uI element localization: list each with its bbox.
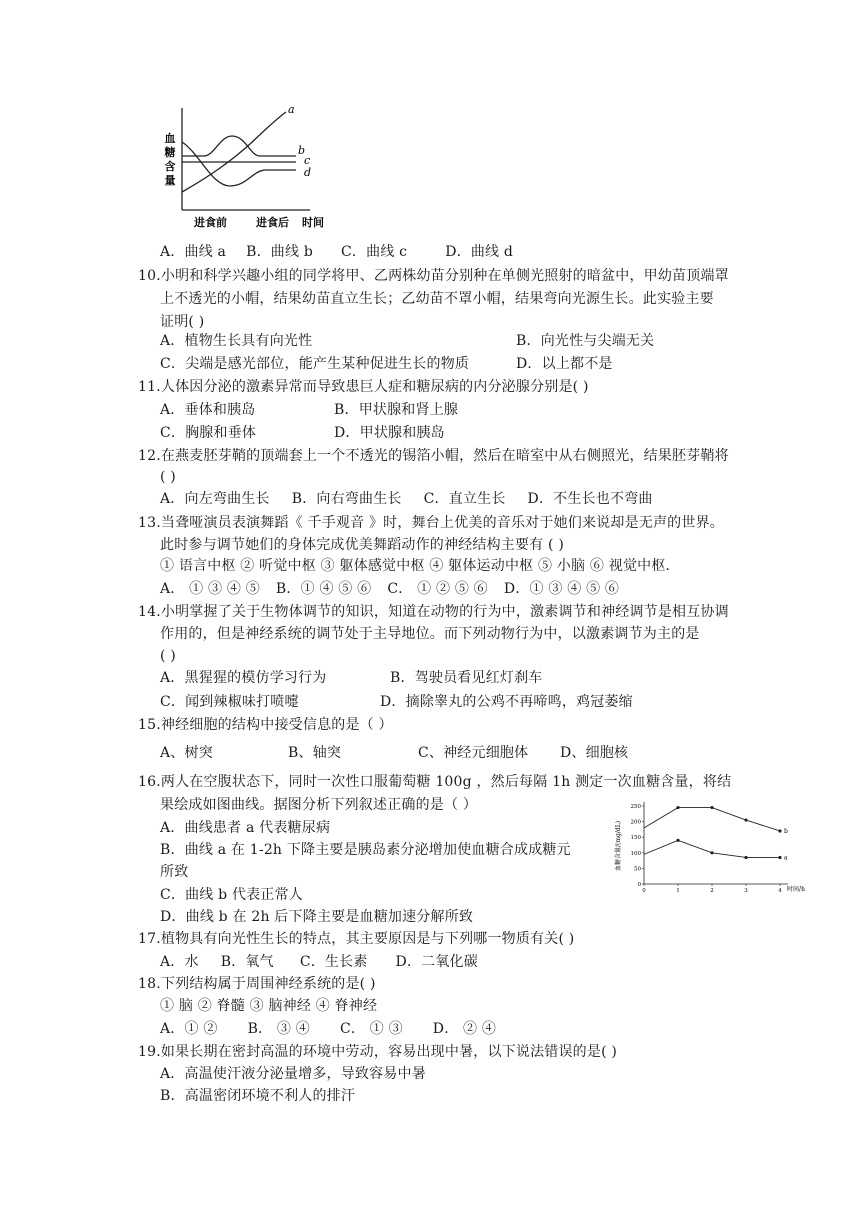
q17-option-d: D．二氧化碳 bbox=[395, 954, 478, 970]
q15-option-c: C、神经元细胞体 bbox=[418, 745, 529, 761]
fig1-ylabel-char: 含 bbox=[164, 160, 176, 173]
q11-option-b: B．甲状腺和肾上腺 bbox=[334, 402, 459, 418]
fig2-ytick-label: 0 bbox=[637, 882, 641, 888]
q9-option-a: A．曲线 a bbox=[160, 244, 227, 260]
q19-option-a: A．高温使汗液分泌量增多，导致容易中暑 bbox=[160, 1066, 426, 1082]
fig1-ylabel-char: 糖 bbox=[164, 146, 176, 159]
q12-option-d: D．不生长也不弯曲 bbox=[527, 491, 653, 507]
series-line-a bbox=[644, 840, 780, 857]
q9-options bbox=[160, 242, 513, 262]
fig1-ylabel-char: 量 bbox=[164, 174, 176, 187]
q18-option-b: B． ③ ④ bbox=[247, 1021, 310, 1037]
fig2-ytick-label: 200 bbox=[630, 819, 641, 826]
q17-stem: 17.植物具有向光性生长的特点，其主要原因是与下列哪一物质有关( ) bbox=[138, 931, 575, 947]
q11-option-d: D．甲状腺和胰岛 bbox=[334, 425, 445, 441]
q16-option-d: D．曲线 b 在 2h 后下降主要是血糖加速分解所致 bbox=[160, 909, 474, 925]
series-point-a bbox=[676, 839, 679, 842]
blood-sugar-curves-figure bbox=[160, 104, 335, 232]
fig2-xlabel: 时间/h bbox=[787, 886, 805, 893]
q15-option-a: A、树突 bbox=[160, 745, 213, 761]
q10-option-c: C．尖端是感光部位，能产生某种促进生长的物质 bbox=[160, 356, 470, 372]
fig2-xtick-label: 1 bbox=[676, 888, 680, 894]
series-point-b bbox=[676, 806, 679, 809]
q15-option-b: B、轴突 bbox=[288, 745, 342, 761]
q15-option-d: D、细胞核 bbox=[560, 745, 629, 761]
q18-option-c: C． ① ③ bbox=[339, 1021, 403, 1037]
q13-stem-line: 13.当聋哑演员表演舞蹈《 千手观音 》时，舞台上优美的音乐对于她们来说却是无声的世界。 bbox=[138, 515, 724, 531]
q13-items: ① 语言中枢 ② 听觉中枢 ③ 躯体感觉中枢 ④ 躯体运动中枢 ⑤ 小脑 ⑥ 视觉中枢． bbox=[160, 558, 680, 574]
q11-option-c: C．胸腺和垂体 bbox=[160, 425, 257, 441]
q12-stem-line: 12.在燕麦胚芽鞘的顶端套上一个不透光的锡箔小帽，然后在暗室中从右侧照光，结果胚芽鞘将 bbox=[138, 448, 729, 464]
series-point-a bbox=[710, 851, 713, 854]
q12-options bbox=[160, 489, 653, 509]
q14-option-a: A．黑猩猩的模仿学习行为 bbox=[160, 670, 327, 686]
q16-option-c: C．曲线 b 代表正常人 bbox=[160, 887, 303, 903]
q13-option-a: A． ① ③ ④ ⑤ bbox=[160, 581, 260, 597]
q19-option-b: B．高温密闭环境不利人的排汗 bbox=[160, 1088, 356, 1104]
series-line-b bbox=[644, 808, 780, 831]
fig1-x-time: 时间 bbox=[302, 216, 324, 229]
fig2-xtick-label: 4 bbox=[778, 888, 782, 894]
curve-d-label: d bbox=[304, 166, 312, 179]
q14-option-b: B．驾驶员看见红灯刹车 bbox=[390, 670, 543, 686]
q12-stem-line: ( ) bbox=[160, 469, 176, 485]
q17-option-a: A．水 bbox=[160, 954, 199, 970]
q13-option-b: B．① ④ ⑤ ⑥ bbox=[275, 581, 372, 597]
fig2-ytick-label: 100 bbox=[630, 850, 641, 857]
q16-option-b: B．曲线 a 在 1-2h 下降主要是胰岛素分泌增加使血糖合成成糖元 bbox=[160, 842, 571, 858]
fig2-ylabel: 血糖含量/(mg/dL) bbox=[615, 820, 622, 872]
q11-stem: 11.人体因分泌的激素异常而导致患巨人症和糖尿病的内分泌腺分别是( ) bbox=[138, 379, 589, 395]
q17-option-b: B．氧气 bbox=[220, 954, 274, 970]
q10-stem-line: 证明( ) bbox=[160, 314, 205, 330]
series-point-a bbox=[778, 856, 781, 859]
q13-stem-line: 此时参与调节她们的身体完成优美舞蹈动作的神经结构主要有 ( ) bbox=[160, 537, 565, 553]
q12-option-b: B．向右弯曲生长 bbox=[291, 491, 402, 507]
q15-stem: 15.神经细胞的结构中接受信息的是（ ） bbox=[138, 717, 393, 733]
series-point-b bbox=[778, 829, 781, 832]
fig2-xtick-label: 2 bbox=[710, 888, 714, 894]
fig2-xtick-label: 0 bbox=[642, 888, 646, 894]
q13-option-d: D．① ③ ④ ⑤ ⑥ bbox=[503, 581, 620, 597]
q10-option-a: A．植物生长具有向光性 bbox=[160, 333, 313, 349]
curve-a-label: a bbox=[288, 104, 295, 116]
fig2-ytick-label: 150 bbox=[630, 835, 641, 842]
q9-option-b: B．曲线 b bbox=[246, 244, 314, 260]
q9-option-c: C．曲线 c bbox=[341, 244, 408, 260]
curve-b-label: b bbox=[298, 144, 306, 157]
q10-option-b: B．向光性与尖端无关 bbox=[516, 333, 655, 349]
q10-option-d: D．以上都不是 bbox=[516, 356, 613, 372]
q12-option-c: C．直立生长 bbox=[423, 491, 506, 507]
q17-options bbox=[160, 952, 478, 972]
q18-options bbox=[160, 1019, 496, 1039]
q14-option-d: D．摘除睾丸的公鸡不再啼鸣，鸡冠萎缩 bbox=[380, 694, 633, 710]
series-point-b bbox=[744, 818, 747, 821]
curve-a bbox=[182, 112, 286, 192]
q12-option-a: A．向左弯曲生长 bbox=[160, 491, 270, 507]
q16-option-a: A．曲线患者 a 代表糖尿病 bbox=[160, 820, 331, 836]
glucose-chart bbox=[614, 798, 810, 894]
curve-c-label: c bbox=[304, 154, 311, 167]
q18-items: ① 脑 ② 脊髓 ③ 脑神经 ④ 脊神经 bbox=[160, 998, 378, 1014]
q16-option-b-cont: 所致 bbox=[160, 864, 189, 880]
fig2-ytick-label: 250 bbox=[630, 804, 641, 810]
q14-stem-line: 14.小明掌握了关于生物体调节的知识，知道在动物的行为中，激素调节和神经调节是相互协调 bbox=[138, 604, 729, 620]
q16-stem-line: 果绘成如图曲线。据图分析下列叙述正确的是（ ） bbox=[160, 797, 478, 813]
q9-option-d: D．曲线 d bbox=[445, 244, 514, 260]
q14-stem-line: 作用的，但是神经系统的调节处于主导地位。而下列动物行为中，以激素调节为主的是 bbox=[160, 626, 700, 642]
curve-d bbox=[182, 142, 296, 186]
series-point-a bbox=[744, 856, 747, 859]
q13-option-c: C． ① ② ⑤ ⑥ bbox=[387, 581, 488, 597]
q17-option-c: C．生长素 bbox=[299, 954, 368, 970]
q19-stem: 19.如果长期在密封高温的环境中劳动，容易出现中暑，以下说法错误的是( ) bbox=[138, 1044, 618, 1060]
q18-stem: 18.下列结构属于周围神经系统的是( ) bbox=[138, 976, 376, 992]
q16-stem-line: 16.两人在空腹状态下，同时一次性口服葡萄糖 100g ，然后每隔 1h 测定一次血糖含量，将结 bbox=[138, 774, 732, 790]
q18-option-a: A．① ② bbox=[160, 1021, 218, 1037]
fig2-xtick-label: 3 bbox=[744, 888, 748, 894]
series-label-b: b bbox=[784, 827, 788, 835]
q18-option-d: D． ② ④ bbox=[432, 1021, 497, 1037]
fig1-x-after: 进食后 bbox=[256, 216, 289, 229]
fig1-ylabel-char: 血 bbox=[164, 132, 176, 145]
q13-options bbox=[160, 579, 619, 599]
fig2-ytick-label: 50 bbox=[634, 866, 641, 873]
q14-stem-line: ( ) bbox=[160, 648, 176, 664]
series-point-b bbox=[710, 806, 713, 809]
q14-option-c: C．闻到辣椒味打喷嚏 bbox=[160, 694, 299, 710]
q10-stem-line: 上不透光的小帽，结果幼苗直立生长；乙幼苗不罩小帽，结果弯向光源生长。此实验主要 bbox=[160, 291, 714, 307]
q10-stem-line: 10.小明和科学兴趣小组的同学将甲、乙两株幼苗分别种在单侧光照射的暗盆中，甲幼苗顶端罩 bbox=[138, 268, 729, 284]
q11-option-a: A．垂体和胰岛 bbox=[160, 402, 256, 418]
fig1-x-before: 进食前 bbox=[194, 216, 227, 229]
series-label-a: a bbox=[784, 854, 788, 862]
